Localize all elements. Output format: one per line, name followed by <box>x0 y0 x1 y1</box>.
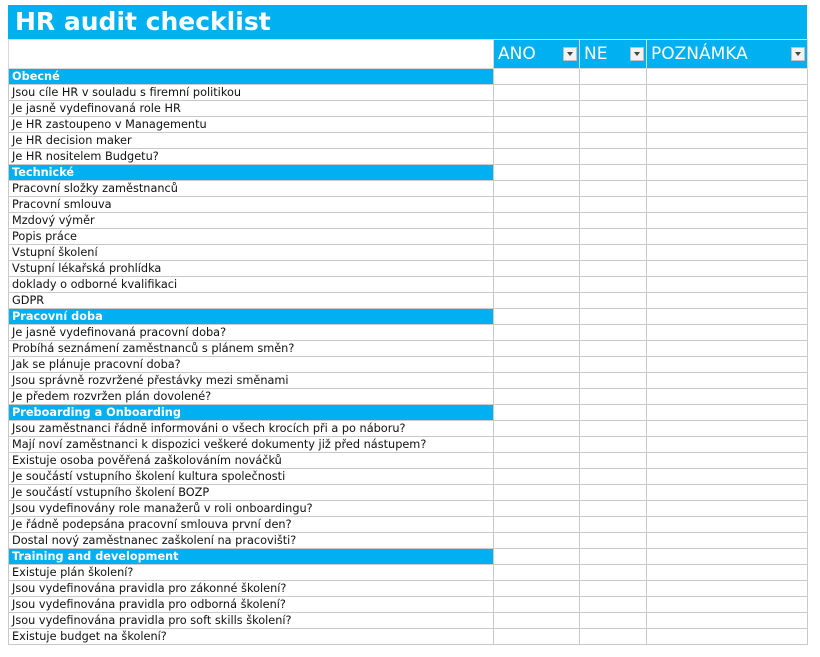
ne-cell[interactable] <box>580 229 647 245</box>
poznamka-cell[interactable] <box>647 437 808 453</box>
ano-cell[interactable] <box>494 101 580 117</box>
ano-cell[interactable] <box>494 437 580 453</box>
checklist-table <box>8 39 808 645</box>
ne-cell[interactable] <box>580 565 647 581</box>
column-header-ano[interactable] <box>494 40 580 69</box>
poznamka-cell[interactable] <box>647 549 808 565</box>
ano-cell[interactable] <box>494 229 580 245</box>
checklist-item-row <box>9 197 808 213</box>
ano-cell[interactable] <box>494 309 580 325</box>
ano-cell[interactable] <box>494 565 580 581</box>
section-header-row <box>9 549 808 565</box>
ano-cell[interactable] <box>494 597 580 613</box>
ne-cell[interactable] <box>580 453 647 469</box>
ne-cell[interactable] <box>580 357 647 373</box>
ano-cell[interactable] <box>494 533 580 549</box>
filter-dropdown-icon[interactable] <box>630 47 644 61</box>
checklist-item-cell[interactable] <box>9 245 494 261</box>
section-header-row <box>9 69 808 85</box>
ne-cell[interactable] <box>580 421 647 437</box>
checklist-item-row <box>9 469 808 485</box>
checklist-item-cell-text: Je součástí vstupního školení BOZP <box>12 486 210 499</box>
checklist-item-row <box>9 85 808 101</box>
poznamka-cell[interactable] <box>647 501 808 517</box>
checklist-item-cell-text: Existuje plán školení? <box>12 566 134 579</box>
section-title-cell[interactable] <box>9 309 494 325</box>
checklist-item-cell[interactable] <box>9 597 494 613</box>
poznamka-cell[interactable] <box>647 293 808 309</box>
checklist-item-row <box>9 261 808 277</box>
poznamka-cell[interactable] <box>647 165 808 181</box>
checklist-item-cell[interactable] <box>9 149 494 165</box>
checklist-item-cell[interactable] <box>9 389 494 405</box>
checklist-item-cell[interactable] <box>9 565 494 581</box>
poznamka-cell[interactable] <box>647 565 808 581</box>
ano-cell[interactable] <box>494 197 580 213</box>
checklist-item-cell-text: Je předem rozvržen plán dovolené? <box>12 390 212 403</box>
column-header-poznamka[interactable] <box>647 40 808 69</box>
checklist-item-cell[interactable] <box>9 629 494 645</box>
ne-cell[interactable] <box>580 597 647 613</box>
checklist-item-cell-text: doklady o odborné kvalifikaci <box>12 278 178 291</box>
section-title-cell-text: Technické <box>12 166 75 179</box>
checklist-item-row <box>9 357 808 373</box>
ne-cell[interactable] <box>580 501 647 517</box>
ne-cell[interactable] <box>580 469 647 485</box>
ne-cell[interactable] <box>580 309 647 325</box>
ne-cell[interactable] <box>580 325 647 341</box>
checklist-item-cell-text: Je jasně vydefinovaná pracovní doba? <box>12 326 227 339</box>
ano-cell[interactable] <box>494 485 580 501</box>
column-header-ano-label: ANO <box>498 43 536 64</box>
ano-cell[interactable] <box>494 325 580 341</box>
checklist-item-cell-text: Pracovní smlouva <box>12 198 112 211</box>
checklist-item-cell-text: Popis práce <box>12 230 78 243</box>
ne-cell[interactable] <box>580 549 647 565</box>
checklist-item-cell[interactable] <box>9 373 494 389</box>
checklist-item-cell[interactable] <box>9 261 494 277</box>
checklist-item-cell[interactable] <box>9 421 494 437</box>
checklist-item-row <box>9 325 808 341</box>
section-title-cell[interactable] <box>9 69 494 85</box>
checklist-item-row <box>9 181 808 197</box>
checklist-item-cell[interactable] <box>9 501 494 517</box>
checklist-item-cell[interactable] <box>9 101 494 117</box>
checklist-item-cell[interactable] <box>9 581 494 597</box>
poznamka-cell[interactable] <box>647 597 808 613</box>
checklist-item-cell-text: Je HR zastoupeno v Managementu <box>12 118 207 131</box>
checklist-item-cell-text: Existuje budget na školení? <box>12 630 167 643</box>
checklist-item-cell-text: Jsou vydefinovány role manažerů v roli onboardingu? <box>12 502 313 515</box>
ne-cell[interactable] <box>580 485 647 501</box>
checklist-item-cell-text: Jsou zaměstnanci řádně informováni o všech krocích při a po náboru? <box>12 422 406 435</box>
poznamka-cell[interactable] <box>647 389 808 405</box>
poznamka-cell[interactable] <box>647 213 808 229</box>
section-title-cell[interactable] <box>9 405 494 421</box>
checklist-item-cell[interactable] <box>9 485 494 501</box>
checklist-item-cell[interactable] <box>9 613 494 629</box>
checklist-item-cell[interactable] <box>9 341 494 357</box>
checklist-item-cell-text: Existuje osoba pověřená zaškolováním nováčků <box>12 454 282 467</box>
ne-cell[interactable] <box>580 581 647 597</box>
header-row <box>9 40 808 69</box>
checklist-item-cell-text: Je HR decision maker <box>12 134 132 147</box>
column-header-ne[interactable] <box>580 40 647 69</box>
poznamka-cell[interactable] <box>647 357 808 373</box>
section-header-row <box>9 405 808 421</box>
sheet-title: HR audit checklist <box>8 5 807 39</box>
checklist-item-cell[interactable] <box>9 325 494 341</box>
ne-cell[interactable] <box>580 373 647 389</box>
checklist-item-cell[interactable] <box>9 437 494 453</box>
checklist-item-row <box>9 485 808 501</box>
checklist-item-row <box>9 389 808 405</box>
checklist-item-row <box>9 453 808 469</box>
ne-cell[interactable] <box>580 213 647 229</box>
checklist-item-cell[interactable] <box>9 181 494 197</box>
ano-cell[interactable] <box>494 181 580 197</box>
checklist-item-row <box>9 421 808 437</box>
checklist-item-cell-text: Jsou vydefinována pravidla pro soft skills školení? <box>12 614 292 627</box>
checklist-item-cell-text: Jsou vydefinována pravidla pro zákonné školení? <box>12 582 287 595</box>
ano-cell[interactable] <box>494 613 580 629</box>
checklist-item-cell[interactable] <box>9 197 494 213</box>
checklist-item-cell[interactable] <box>9 357 494 373</box>
poznamka-cell[interactable] <box>647 261 808 277</box>
filter-dropdown-icon[interactable] <box>791 47 805 61</box>
ne-cell[interactable] <box>580 117 647 133</box>
checklist-item-cell-text: Je HR nositelem Budgetu? <box>12 150 159 163</box>
ne-cell[interactable] <box>580 165 647 181</box>
checklist-item-cell-text: Mají noví zaměstnanci k dispozici veškeré dokumenty již před nástupem? <box>12 438 427 451</box>
checklist-item-row <box>9 149 808 165</box>
ano-cell[interactable] <box>494 245 580 261</box>
poznamka-cell[interactable] <box>647 517 808 533</box>
ano-cell[interactable] <box>494 133 580 149</box>
poznamka-cell[interactable] <box>647 181 808 197</box>
filter-dropdown-icon[interactable] <box>563 47 577 61</box>
ano-cell[interactable] <box>494 373 580 389</box>
ne-cell[interactable] <box>580 437 647 453</box>
ano-cell[interactable] <box>494 549 580 565</box>
poznamka-cell[interactable] <box>647 325 808 341</box>
checklist-item-row <box>9 245 808 261</box>
checklist-item-row <box>9 277 808 293</box>
checklist-item-cell[interactable] <box>9 453 494 469</box>
ne-cell[interactable] <box>580 341 647 357</box>
checklist-item-cell-text: Jsou vydefinována pravidla pro odborná školení? <box>12 598 286 611</box>
poznamka-cell[interactable] <box>647 277 808 293</box>
section-title-cell-text: Obecné <box>12 70 60 83</box>
poznamka-cell[interactable] <box>647 581 808 597</box>
poznamka-cell[interactable] <box>647 245 808 261</box>
poznamka-cell[interactable] <box>647 469 808 485</box>
checklist-item-row <box>9 629 808 645</box>
ne-cell[interactable] <box>580 613 647 629</box>
checklist-item-cell-text: Vstupní školení <box>12 246 98 259</box>
ne-cell[interactable] <box>580 101 647 117</box>
ano-cell[interactable] <box>494 117 580 133</box>
checklist-item-cell-text: Dostal nový zaměstnanec zaškolení na pracovišti? <box>12 534 297 547</box>
checklist-item-cell[interactable] <box>9 533 494 549</box>
ne-cell[interactable] <box>580 293 647 309</box>
poznamka-cell[interactable] <box>647 341 808 357</box>
section-title-cell-text: Pracovní doba <box>12 310 103 323</box>
ano-cell[interactable] <box>494 149 580 165</box>
ano-cell[interactable] <box>494 581 580 597</box>
poznamka-cell[interactable] <box>647 405 808 421</box>
ne-cell[interactable] <box>580 533 647 549</box>
checklist-item-cell-text: Je součástí vstupního školení kultura společnosti <box>12 470 286 483</box>
checklist-item-cell-text: Je jasně vydefinovaná role HR <box>12 102 181 115</box>
ano-cell[interactable] <box>494 421 580 437</box>
checklist-item-row <box>9 213 808 229</box>
ano-cell[interactable] <box>494 357 580 373</box>
ano-cell[interactable] <box>494 277 580 293</box>
checklist-item-cell-text: Mzdový výměr <box>12 214 95 227</box>
ne-cell[interactable] <box>580 133 647 149</box>
poznamka-cell[interactable] <box>647 133 808 149</box>
poznamka-cell[interactable] <box>647 69 808 85</box>
checklist-item-cell[interactable] <box>9 469 494 485</box>
ano-cell[interactable] <box>494 293 580 309</box>
poznamka-cell[interactable] <box>647 533 808 549</box>
poznamka-cell[interactable] <box>647 613 808 629</box>
checklist-item-cell-text: Pracovní složky zaměstnanců <box>12 182 178 195</box>
ne-cell[interactable] <box>580 261 647 277</box>
checklist-item-row <box>9 517 808 533</box>
checklist-item-row <box>9 533 808 549</box>
section-header-row <box>9 309 808 325</box>
ne-cell[interactable] <box>580 149 647 165</box>
checklist-item-row <box>9 341 808 357</box>
poznamka-cell[interactable] <box>647 101 808 117</box>
poznamka-cell[interactable] <box>647 85 808 101</box>
section-title-cell-text: Preboarding a Onboarding <box>12 406 181 419</box>
checklist-item-cell[interactable] <box>9 277 494 293</box>
checklist-item-cell-text: Jsou cíle HR v souladu s firemní politikou <box>12 86 242 99</box>
checklist-item-cell[interactable] <box>9 229 494 245</box>
ano-cell[interactable] <box>494 453 580 469</box>
ano-cell[interactable] <box>494 469 580 485</box>
ne-cell[interactable] <box>580 181 647 197</box>
section-title-cell[interactable] <box>9 549 494 565</box>
section-title-cell[interactable] <box>9 165 494 181</box>
checklist-item-row <box>9 501 808 517</box>
poznamka-cell[interactable] <box>647 149 808 165</box>
section-title-cell-text: Training and development <box>12 550 179 563</box>
poznamka-cell[interactable] <box>647 453 808 469</box>
checklist-item-row <box>9 133 808 149</box>
checklist-item-row <box>9 117 808 133</box>
poznamka-cell[interactable] <box>647 373 808 389</box>
checklist-item-row <box>9 229 808 245</box>
column-header-ne-label: NE <box>584 43 608 64</box>
ne-cell[interactable] <box>580 245 647 261</box>
column-header-poznamka-label: POZNÁMKA <box>651 43 748 64</box>
ne-cell[interactable] <box>580 277 647 293</box>
checklist-item-cell-text: GDPR <box>12 294 45 307</box>
ano-cell[interactable] <box>494 213 580 229</box>
ano-cell[interactable] <box>494 517 580 533</box>
poznamka-cell[interactable] <box>647 485 808 501</box>
checklist-item-cell-text: Je řádně podepsána pracovní smlouva první den? <box>12 518 292 531</box>
ne-cell[interactable] <box>580 389 647 405</box>
header-blank-cell[interactable] <box>9 40 494 69</box>
checklist-item-cell-text: Jak se plánuje pracovní doba? <box>12 358 181 371</box>
ne-cell[interactable] <box>580 197 647 213</box>
ne-cell[interactable] <box>580 69 647 85</box>
checklist-item-cell[interactable] <box>9 85 494 101</box>
checklist-item-row <box>9 437 808 453</box>
poznamka-cell[interactable] <box>647 421 808 437</box>
poznamka-cell[interactable] <box>647 229 808 245</box>
checklist-item-row <box>9 373 808 389</box>
ne-cell[interactable] <box>580 629 647 645</box>
ne-cell[interactable] <box>580 405 647 421</box>
checklist-item-cell-text: Vstupní lékařská prohlídka <box>12 262 162 275</box>
checklist-item-cell[interactable] <box>9 517 494 533</box>
checklist-item-row <box>9 101 808 117</box>
poznamka-cell[interactable] <box>647 117 808 133</box>
ne-cell[interactable] <box>580 85 647 101</box>
checklist-item-cell[interactable] <box>9 213 494 229</box>
checklist-item-row <box>9 597 808 613</box>
poznamka-cell[interactable] <box>647 197 808 213</box>
ano-cell[interactable] <box>494 261 580 277</box>
poznamka-cell[interactable] <box>647 629 808 645</box>
ano-cell[interactable] <box>494 389 580 405</box>
section-header-row <box>9 165 808 181</box>
ano-cell[interactable] <box>494 165 580 181</box>
ano-cell[interactable] <box>494 341 580 357</box>
checklist-item-cell[interactable] <box>9 293 494 309</box>
ne-cell[interactable] <box>580 517 647 533</box>
ano-cell[interactable] <box>494 501 580 517</box>
checklist-item-row <box>9 293 808 309</box>
checklist-item-row <box>9 613 808 629</box>
poznamka-cell[interactable] <box>647 309 808 325</box>
checklist-item-row <box>9 581 808 597</box>
checklist-item-cell[interactable] <box>9 117 494 133</box>
checklist-item-row <box>9 565 808 581</box>
ano-cell[interactable] <box>494 85 580 101</box>
checklist-item-cell[interactable] <box>9 133 494 149</box>
checklist-item-cell-text: Probíhá seznámení zaměstnanců s plánem směn? <box>12 342 295 355</box>
ano-cell[interactable] <box>494 629 580 645</box>
ano-cell[interactable] <box>494 405 580 421</box>
checklist-item-cell-text: Jsou správně rozvržené přestávky mezi směnami <box>12 374 289 387</box>
ano-cell[interactable] <box>494 69 580 85</box>
